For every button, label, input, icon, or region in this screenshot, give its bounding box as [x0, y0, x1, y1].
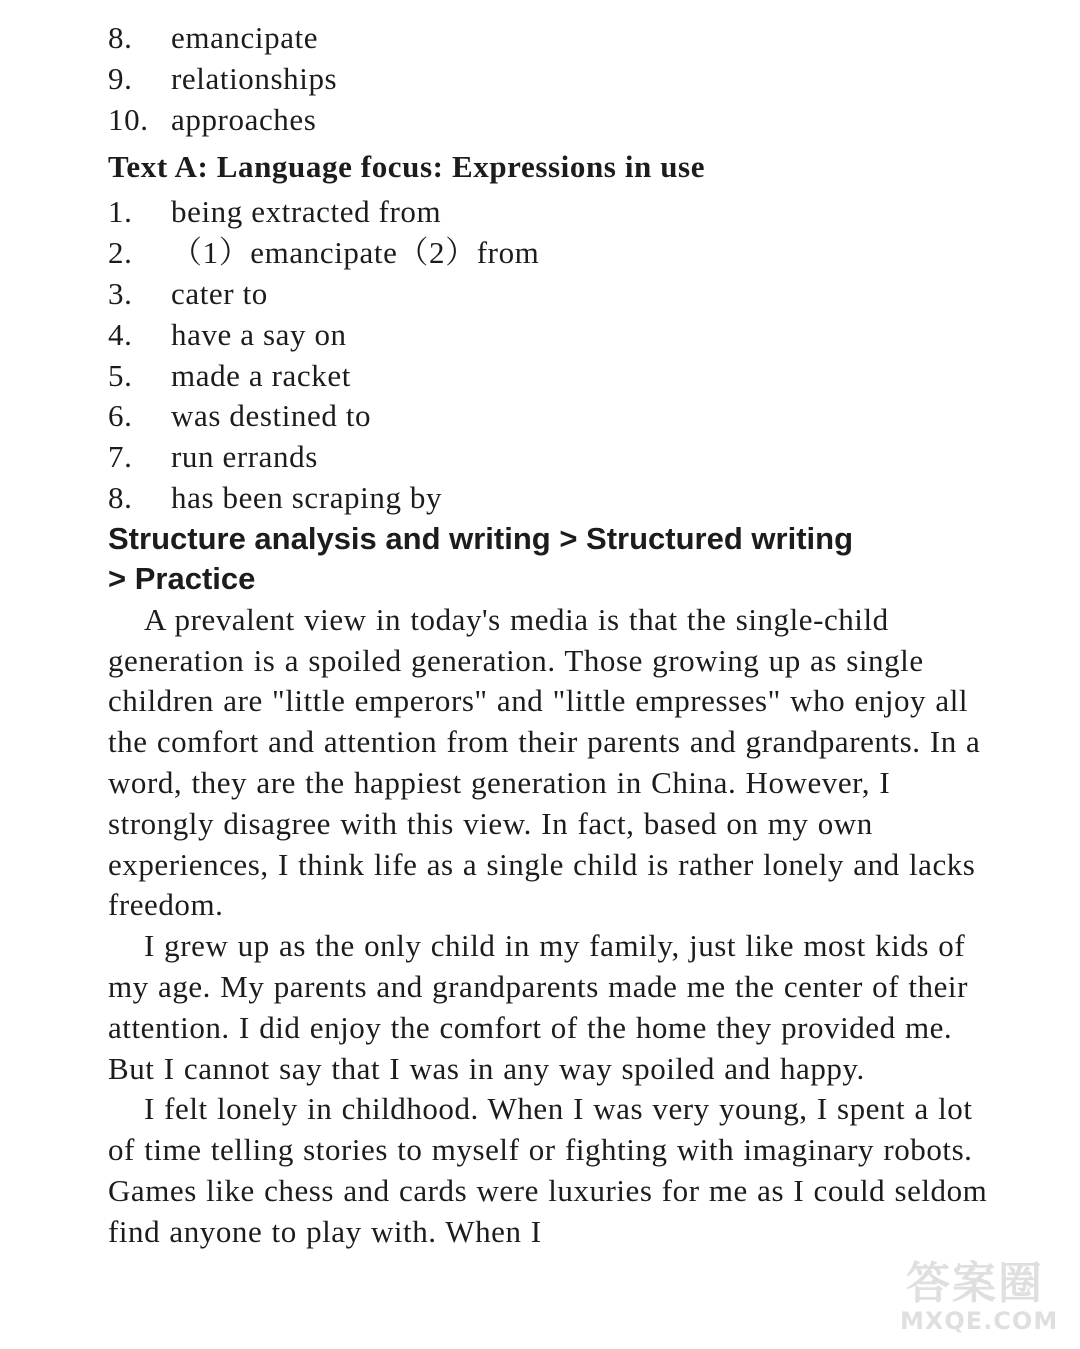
section-heading-text-a: Text A: Language focus: Expressions in use: [108, 149, 706, 185]
item-number: 8.: [108, 479, 133, 515]
item-number: 7.: [108, 439, 133, 475]
item-text: have a say on: [171, 316, 347, 352]
essay-paragraph: I felt lonely in childhood. When I was very young, I spent a lot of time telling stories to myself or fighting with imaginary robots. Games like chess and cards were luxuries for me as I could seldom find anyone to play with. When I: [108, 1091, 988, 1249]
item-number: 2.: [108, 235, 133, 271]
answer-list-expressions: [108, 192, 988, 518]
item-text: has been scraping by: [171, 479, 443, 515]
list-item: [108, 478, 988, 519]
item-text: approaches: [171, 101, 317, 137]
item-number: 10.: [108, 101, 149, 137]
section-heading-structure: Structure analysis and writing > Structured writing > Practice: [108, 520, 853, 597]
item-number: 3.: [108, 275, 133, 311]
item-text: cater to: [171, 275, 268, 311]
item-number: 4.: [108, 316, 133, 352]
item-text: made a racket: [171, 357, 351, 393]
item-text: emancipate: [171, 20, 319, 55]
list-item: [108, 274, 988, 315]
list-item: [108, 100, 988, 141]
list-item: [108, 396, 988, 437]
list-item: [108, 18, 988, 59]
site-watermark: [900, 1258, 1059, 1341]
list-item: [108, 59, 988, 100]
item-text: run errands: [171, 439, 318, 475]
item-text: being extracted from: [171, 194, 442, 230]
document-page: [108, 18, 988, 1253]
item-number: 5.: [108, 357, 133, 393]
item-number: 9.: [108, 60, 133, 96]
list-item: [108, 437, 988, 478]
list-item: [108, 192, 988, 233]
item-number: 6.: [108, 398, 133, 434]
watermark-domain: MXQE.COM: [900, 1307, 1059, 1335]
item-number: 1.: [108, 194, 133, 230]
list-item: [108, 233, 988, 274]
answer-list-words: [108, 18, 988, 140]
list-item: [108, 315, 988, 356]
item-text: was destined to: [171, 398, 372, 434]
essay-paragraph: I grew up as the only child in my family, just like most kids of my age. My parents and grandparents made me the center of their attention. I did enjoy the comfort of the home they provided me. But I cannot say that I was in any way spoiled and happy.: [108, 928, 968, 1086]
watermark-logo-text: 答案圈: [906, 1258, 1044, 1309]
item-text: （1）emancipate（2）from: [171, 235, 540, 271]
list-item: [108, 356, 988, 397]
item-text: relationships: [171, 60, 338, 96]
item-number: 8.: [108, 20, 133, 55]
essay-paragraph: A prevalent view in today's media is that the single-child generation is a spoiled generation. Those growing up as single children are "little emperors" and "little empresses" who enjoy all the comfort and attention from their parents and grandparents. In a word, they are the happiest generation in China. However, I strongly disagree with this view. In fact, based on my own experiences, I think life as a single child is rather lonely and lacks freedom.: [108, 601, 981, 923]
